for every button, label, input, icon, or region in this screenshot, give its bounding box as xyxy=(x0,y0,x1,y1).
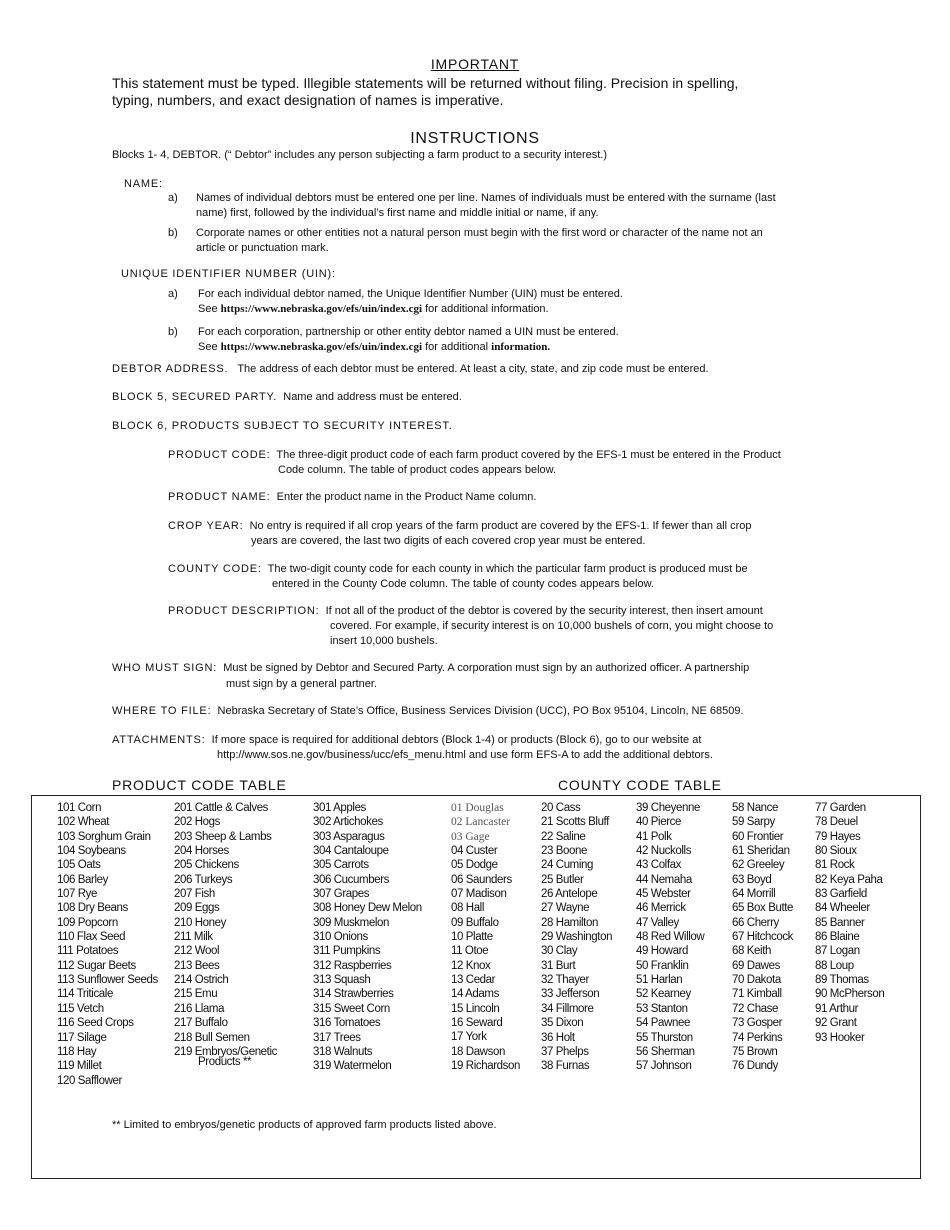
name-a-line-2: name) first, followed by the individual’s first name and middle initial or name, if any. xyxy=(196,207,599,219)
code-entry: 18 Dawson xyxy=(451,1045,505,1058)
code-entry: 23 Boone xyxy=(541,845,588,858)
code-entry: 01 Douglas xyxy=(451,802,504,814)
code-entry: 12 Knox xyxy=(451,959,491,972)
county-col-5 xyxy=(815,801,884,1045)
code-entry: 47 Valley xyxy=(636,916,679,929)
code-entry: 102 Wheat xyxy=(57,816,110,829)
code-entry: 210 Honey xyxy=(174,916,227,929)
product-name-row xyxy=(168,490,536,505)
code-entry: 107 Rye xyxy=(57,888,98,901)
code-entry: 42 Nuckolls xyxy=(636,845,692,858)
uin-b-line-1: For each corporation, partnership or other entity debtor named a UIN must be entered. xyxy=(198,326,619,338)
who-sign-label: WHO MUST SIGN: xyxy=(112,662,218,674)
product-col-2-last: Products ** xyxy=(198,1056,252,1068)
code-entry: 54 Pawnee xyxy=(636,1017,690,1030)
code-entry: 28 Hamilton xyxy=(541,916,598,929)
code-entry: 09 Buffalo xyxy=(451,916,499,929)
name-b-marker: b) xyxy=(168,227,178,239)
important-line-2: typing, numbers, and exact designation of names is imperative. xyxy=(112,92,504,108)
code-entry: 38 Furnas xyxy=(541,1060,590,1073)
product-desc-row xyxy=(168,604,763,619)
code-entry: 205 Chickens xyxy=(174,859,239,872)
county-col-1 xyxy=(451,844,520,1074)
product-desc-line-1: If not all of the product of the debtor is covered by the security interest, then insert amount xyxy=(325,605,763,617)
code-entry: 82 Keya Paha xyxy=(815,873,883,886)
code-entry: 87 Logan xyxy=(815,945,860,958)
product-code-line-1: The three-digit product code of each farm product covered by the EFS-1 must be entered in the Product xyxy=(276,449,781,461)
code-entry: 62 Greeley xyxy=(732,859,785,872)
block5-text: Name and address must be entered. xyxy=(283,391,462,403)
where-file-text: Nebraska Secretary of State’s Office, Business Services Division (UCC), PO Box 95104, Lincoln, NE 68509. xyxy=(217,705,744,717)
code-entry: 07 Madison xyxy=(451,888,507,901)
uin-a-line-1: For each individual debtor named, the Unique Identifier Number (UIN) must be entered. xyxy=(198,288,623,300)
product-table-title: PRODUCT CODE TABLE xyxy=(112,777,287,793)
code-entry: 50 Franklin xyxy=(636,959,689,972)
code-entry: 76 Dundy xyxy=(732,1060,779,1073)
code-entry: 315 Sweet Corn xyxy=(313,1002,390,1015)
code-entry: 90 McPherson xyxy=(815,988,885,1001)
code-entry: 73 Gosper xyxy=(732,1017,783,1030)
code-entry: 67 Hitchcock xyxy=(732,931,794,944)
code-entry: 309 Muskmelon xyxy=(313,916,389,929)
debtor-address-label: DEBTOR ADDRESS. xyxy=(112,363,229,375)
product-desc-line-2: covered. For example, if security interest is on 10,000 bushels of corn, you might choose to xyxy=(330,620,774,632)
product-name-label: PRODUCT NAME: xyxy=(168,491,271,503)
code-entry: 307 Grapes xyxy=(313,888,370,901)
code-entry: 91 Arthur xyxy=(815,1002,859,1015)
debtor-address xyxy=(112,362,709,377)
code-entry: 202 Hogs xyxy=(174,816,221,829)
code-entry: 103 Sorghum Grain xyxy=(57,830,151,843)
blocks-intro: Blocks 1- 4, DEBTOR. (“ Debtor” includes any person subjecting a farm product to a security interest.) xyxy=(112,149,607,161)
code-entry: 37 Phelps xyxy=(541,1045,589,1058)
code-entry: 314 Strawberries xyxy=(313,988,394,1001)
code-entry: 43 Colfax xyxy=(636,859,681,872)
code-entry: 36 Holt xyxy=(541,1031,575,1044)
code-entry: 80 Sioux xyxy=(815,845,857,858)
name-a-line-1: Names of individual debtors must be entered one per line. Names of individuals must be entered with the surname (last xyxy=(196,192,776,204)
code-entry: 69 Dawes xyxy=(732,959,780,972)
code-entry: 20 Cass xyxy=(541,802,581,814)
code-entry: 65 Box Butte xyxy=(732,902,794,915)
who-sign-line-1: Must be signed by Debtor and Secured Party. A corporation must sign by an authorized officer. A partnership xyxy=(223,662,750,674)
code-entry: 211 Milk xyxy=(174,931,213,944)
code-entry: 74 Perkins xyxy=(732,1031,783,1044)
code-entry: 30 Clay xyxy=(541,945,578,958)
code-entry: 118 Hay xyxy=(57,1045,97,1058)
code-entry: 56 Sherman xyxy=(636,1045,695,1058)
code-entry: 66 Cherry xyxy=(732,916,779,929)
name-label: NAME: xyxy=(124,178,163,190)
code-entry: 05 Dodge xyxy=(451,859,498,872)
code-entry: 89 Thomas xyxy=(815,974,869,987)
code-entry: 48 Red Willow xyxy=(636,931,705,944)
code-entry: 301 Apples xyxy=(313,802,366,814)
code-entry: 104 Soybeans xyxy=(57,845,126,858)
code-entry: 06 Saunders xyxy=(451,873,512,886)
code-entry: 61 Sheridan xyxy=(732,845,790,858)
code-entry: 106 Barley xyxy=(57,873,108,886)
county-code-line-2: entered in the County Code column. The table of county codes appears below. xyxy=(272,578,654,590)
code-entry: 319 Watermelon xyxy=(313,1060,392,1073)
name-b-line-1: Corporate names or other entities not a natural person must begin with the first word or character of the name not an xyxy=(196,227,763,239)
county-col-1-serif xyxy=(451,801,510,844)
product-col-2 xyxy=(174,801,277,1059)
code-entry: 84 Wheeler xyxy=(815,902,870,915)
code-entry: 57 Johnson xyxy=(636,1060,692,1073)
code-entry: 113 Sunflower Seeds xyxy=(57,974,158,987)
code-entry: 44 Nemaha xyxy=(636,873,692,886)
block5 xyxy=(112,390,462,405)
code-entry: 93 Hooker xyxy=(815,1031,865,1044)
county-col-4 xyxy=(732,801,793,1074)
code-entry: 11 Otoe xyxy=(451,945,489,958)
code-entry: 312 Raspberries xyxy=(313,959,392,972)
uin-a-tail: for additional information. xyxy=(425,303,549,315)
code-entry: 22 Saline xyxy=(541,830,586,843)
uin-b-link[interactable]: https://www.nebraska.gov/efs/uin/index.cgi xyxy=(220,341,423,353)
code-entry: 19 Richardson xyxy=(451,1060,520,1073)
code-entry: 304 Cantaloupe xyxy=(313,845,389,858)
uin-b-see: See xyxy=(198,341,218,353)
important-heading: IMPORTANT xyxy=(430,56,520,72)
code-entry: 58 Nance xyxy=(732,802,779,814)
crop-year-line-2: years are covered, the last two digits of each covered crop year must be entered. xyxy=(251,535,646,547)
code-entry: 206 Turkeys xyxy=(174,873,233,886)
code-entry: 02 Lancaster xyxy=(451,816,511,829)
code-entry: 306 Cucumbers xyxy=(313,873,389,886)
code-entry: 63 Boyd xyxy=(732,873,772,886)
block6-label: BLOCK 6, PRODUCTS SUBJECT TO SECURITY INTEREST. xyxy=(112,420,453,432)
name-a-marker: a) xyxy=(168,192,178,204)
code-entry: 49 Howard xyxy=(636,945,689,958)
code-entry: 75 Brown xyxy=(732,1045,778,1058)
code-entry: 71 Kimball xyxy=(732,988,782,1001)
county-col-3 xyxy=(636,801,704,1074)
crop-year-row xyxy=(168,519,752,534)
important-line-1: This statement must be typed. Illegible statements will be returned without filing. Precision in spelling, xyxy=(112,75,739,91)
code-entry: 318 Walnuts xyxy=(313,1045,373,1058)
code-entry: 305 Carrots xyxy=(313,859,369,872)
code-entry: 68 Keith xyxy=(732,945,771,958)
code-entry: 45 Webster xyxy=(636,888,691,901)
code-entry: 35 Dixon xyxy=(541,1017,584,1030)
product-desc-label: PRODUCT DESCRIPTION: xyxy=(168,605,320,617)
code-entry: 03 Gage xyxy=(451,830,490,843)
code-entry: 117 Silage xyxy=(57,1031,107,1044)
code-entry: 26 Antelope xyxy=(541,888,598,901)
code-entry: 52 Kearney xyxy=(636,988,691,1001)
where-file-label: WHERE TO FILE: xyxy=(112,705,212,717)
code-entry: 85 Banner xyxy=(815,916,865,929)
code-entry: 39 Cheyenne xyxy=(636,802,701,814)
code-entry: 17 York xyxy=(451,1031,487,1044)
instructions-heading: INSTRUCTIONS xyxy=(410,130,540,147)
code-entry: 79 Hayes xyxy=(815,830,861,843)
code-entry: 114 Triticale xyxy=(57,988,113,1001)
county-table-title: COUNTY CODE TABLE xyxy=(558,777,722,793)
uin-a-link[interactable]: https://www.nebraska.gov/efs/uin/index.cgi xyxy=(220,303,423,315)
code-entry: 81 Rock xyxy=(815,859,855,872)
code-entry: 59 Sarpy xyxy=(732,816,775,829)
code-entry: 311 Pumpkins xyxy=(313,945,381,958)
code-entry: 119 Millet xyxy=(57,1060,102,1073)
code-entry: 302 Artichokes xyxy=(313,816,383,829)
code-entry: 32 Thayer xyxy=(541,974,589,987)
name-b-line-2: article or punctuation mark. xyxy=(196,242,329,254)
code-entry: 111 Potatoes xyxy=(57,945,119,958)
product-code-line-2: Code column. The table of product codes appears below. xyxy=(278,464,557,476)
code-entry: 21 Scotts Bluff xyxy=(541,816,609,829)
code-entry: 105 Oats xyxy=(57,859,101,872)
code-entry: 25 Butler xyxy=(541,873,584,886)
county-code-label: COUNTY CODE: xyxy=(168,563,262,575)
code-entry: 92 Grant xyxy=(815,1017,857,1030)
uin-b-info: information. xyxy=(491,341,551,353)
code-entry: 88 Loup xyxy=(815,959,854,972)
code-entry: 27 Wayne xyxy=(541,902,590,915)
code-entry: 101 Corn xyxy=(57,802,102,814)
code-entry: 53 Stanton xyxy=(636,1002,688,1015)
code-entry: 212 Wool xyxy=(174,945,220,958)
uin-label: UNIQUE IDENTIFIER NUMBER (UIN): xyxy=(121,268,336,280)
debtor-address-text: The address of each debtor must be entered. At least a city, state, and zip code must be entered. xyxy=(237,363,709,375)
code-entry: 203 Sheep & Lambs xyxy=(174,830,272,843)
county-code-line-1: The two-digit county code for each county in which the particular farm product is produced must be xyxy=(267,563,748,575)
code-entry: 13 Cedar xyxy=(451,974,496,987)
code-entry: 214 Ostrich xyxy=(174,974,229,987)
code-entry: 317 Trees xyxy=(313,1031,361,1044)
code-entry: 31 Burt xyxy=(541,959,576,972)
code-entry: 04 Custer xyxy=(451,845,498,857)
product-col-3 xyxy=(313,801,422,1074)
code-entry: 83 Garfield xyxy=(815,888,867,901)
code-entry: 213 Bees xyxy=(174,959,220,972)
footnote: ** Limited to embryos/genetic products of approved farm products listed above. xyxy=(112,1119,497,1131)
code-entry: 60 Frontier xyxy=(732,830,784,843)
code-entry: 218 Bull Semen xyxy=(174,1031,250,1044)
code-entry: 55 Thurston xyxy=(636,1031,693,1044)
code-entry: 120 Safflower xyxy=(57,1074,122,1087)
code-entry: 78 Deuel xyxy=(815,816,858,829)
uin-b-tail: for additional xyxy=(425,341,489,353)
code-entry: 33 Jefferson xyxy=(541,988,600,1001)
code-entry: 64 Morrill xyxy=(732,888,776,901)
code-entry: 115 Vetch xyxy=(57,1002,104,1015)
code-entry: 216 Llama xyxy=(174,1002,225,1015)
attachments-line-1: If more space is required for additional debtors (Block 1-4) or products (Block 6), go to our website at xyxy=(211,734,702,746)
uin-a-line-2 xyxy=(198,302,549,317)
product-code-label: PRODUCT CODE: xyxy=(168,449,271,461)
code-entry: 217 Buffalo xyxy=(174,1017,228,1030)
code-entry: 14 Adams xyxy=(451,988,499,1001)
county-code-row xyxy=(168,562,748,577)
uin-b-marker: b) xyxy=(168,326,178,338)
code-entry: 207 Fish xyxy=(174,888,215,901)
code-entry: 112 Sugar Beets xyxy=(57,959,136,972)
code-entry: 10 Platte xyxy=(451,931,493,944)
uin-b-line-2 xyxy=(198,340,550,355)
product-col-1 xyxy=(57,801,158,1088)
code-entry: 110 Flax Seed xyxy=(57,931,126,944)
code-entry: 41 Polk xyxy=(636,830,672,843)
product-code-row xyxy=(168,448,781,463)
code-entry: 310 Onions xyxy=(313,931,368,944)
where-file-row xyxy=(112,704,744,719)
code-entry: 34 Fillmore xyxy=(541,1002,594,1015)
code-entry: 40 Pierce xyxy=(636,816,681,829)
who-sign-line-2: must sign by a general partner. xyxy=(226,678,378,690)
code-entry: 215 Emu xyxy=(174,988,218,1001)
code-entry: 15 Lincoln xyxy=(451,1002,500,1015)
uin-a-marker: a) xyxy=(168,288,178,300)
code-entry: 51 Harlan xyxy=(636,974,683,987)
product-name-text: Enter the product name in the Product Name column. xyxy=(276,491,537,503)
code-entry: 29 Washington xyxy=(541,931,613,944)
code-entry: 46 Merrick xyxy=(636,902,686,915)
block5-label: BLOCK 5, SECURED PARTY. xyxy=(112,391,278,403)
code-entry: 109 Popcorn xyxy=(57,916,118,929)
crop-year-label: CROP YEAR: xyxy=(168,520,244,532)
code-entry: 303 Asparagus xyxy=(313,830,385,843)
product-desc-line-3: insert 10,000 bushels. xyxy=(330,635,438,647)
crop-year-line-1: No entry is required if all crop years of the farm product are covered by the EFS-1. If fewer than all crop xyxy=(249,520,752,532)
code-entry: 70 Dakota xyxy=(732,974,781,987)
code-entry: 116 Seed Crops xyxy=(57,1017,134,1030)
code-entry: 72 Chase xyxy=(732,1002,779,1015)
code-entry: 219 Embryos/Genetic xyxy=(174,1045,277,1058)
attachments-row xyxy=(112,733,701,748)
attachments-line-2: http://www.sos.ne.gov/business/ucc/efs_menu.html and use form EFS-A to add the additional debtors. xyxy=(217,749,713,761)
code-entry: 24 Cuming xyxy=(541,859,594,872)
attachments-label: ATTACHMENTS: xyxy=(112,734,206,746)
who-sign-row xyxy=(112,661,749,676)
code-entry: 16 Seward xyxy=(451,1017,503,1030)
code-entry: 108 Dry Beans xyxy=(57,902,128,915)
code-entry: 77 Garden xyxy=(815,802,866,814)
code-entry: 86 Blaine xyxy=(815,931,860,944)
code-entry: 201 Cattle & Calves xyxy=(174,802,269,814)
code-entry: 204 Horses xyxy=(174,845,229,858)
code-entry: 308 Honey Dew Melon xyxy=(313,902,422,915)
code-entry: 08 Hall xyxy=(451,902,484,915)
county-col-2 xyxy=(541,801,612,1074)
code-entry: 209 Eggs xyxy=(174,902,220,915)
code-entry: 313 Squash xyxy=(313,974,371,987)
code-entry: 316 Tomatoes xyxy=(313,1017,381,1030)
uin-a-see: See xyxy=(198,303,218,315)
